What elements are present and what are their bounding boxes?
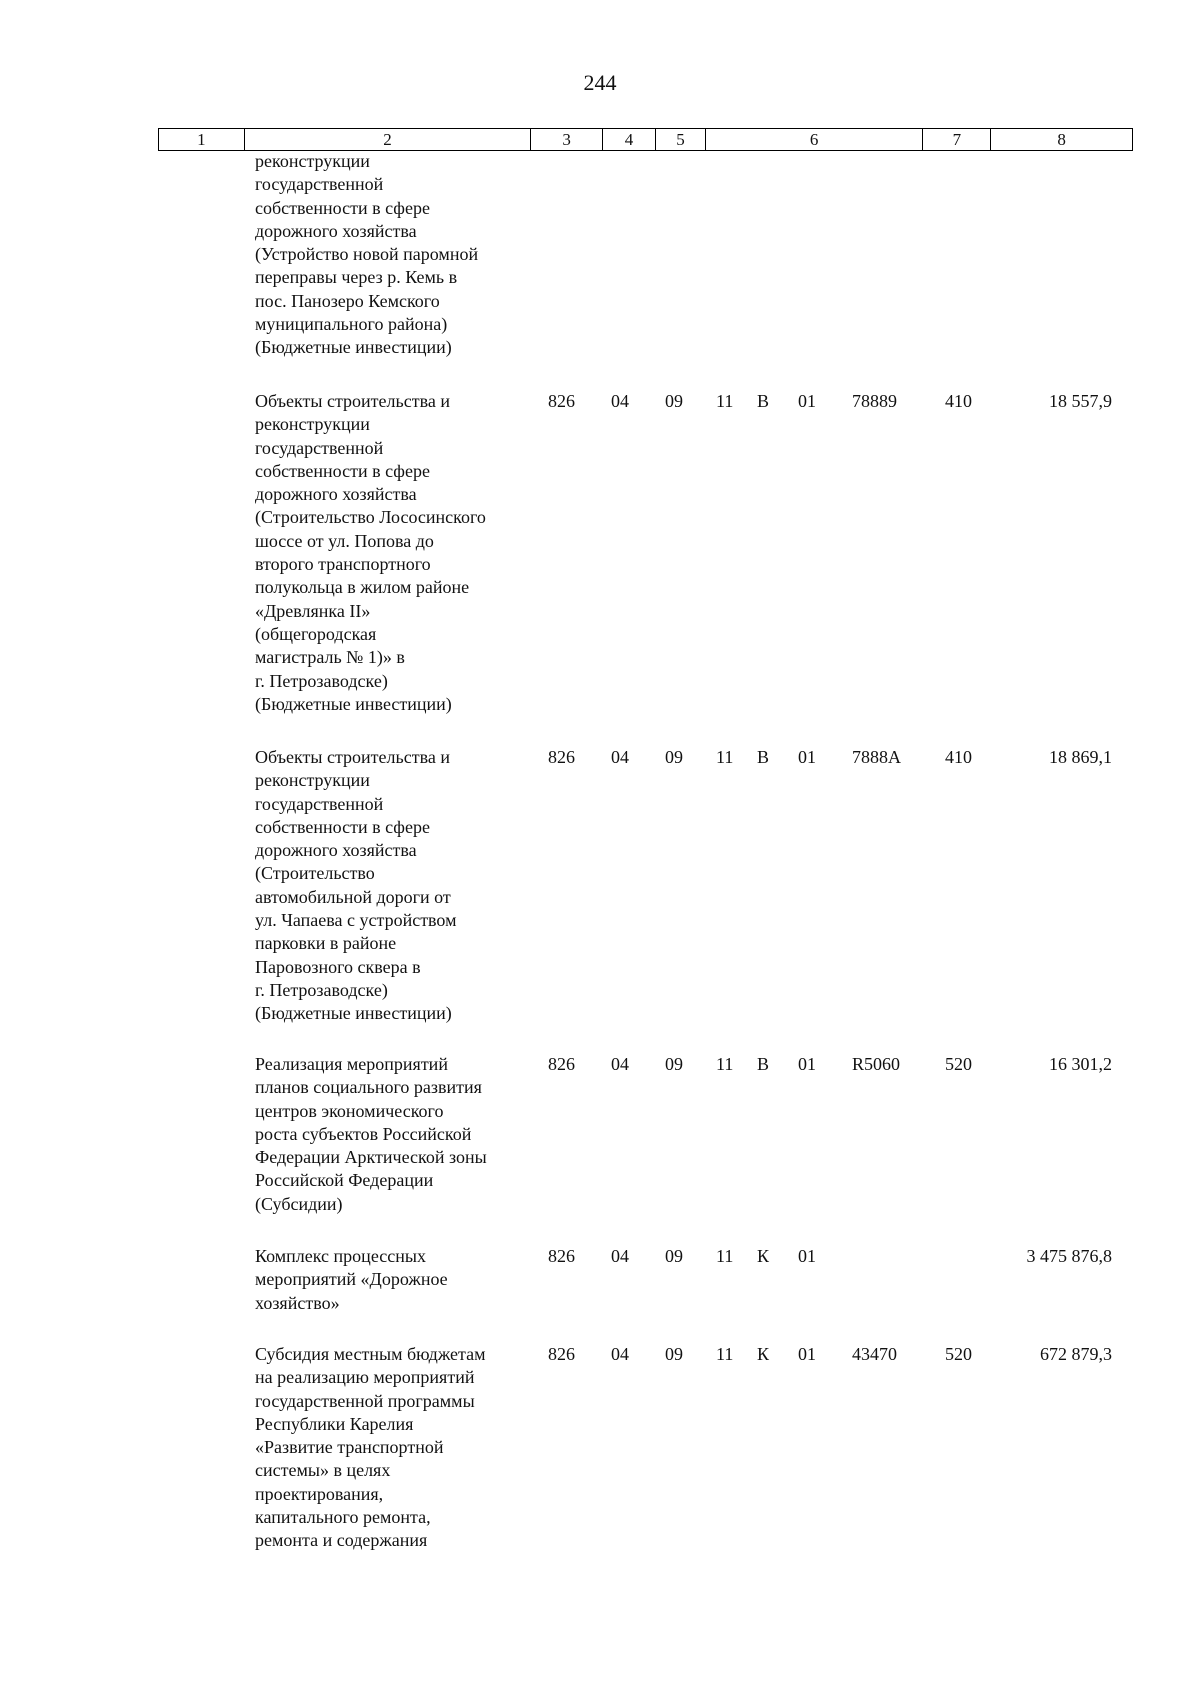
header-col-5: 5 [656,129,706,150]
row-description: Субсидия местным бюджетам на реализацию мероприятий государственной программы Республики Карелия «Развитие транспортной системы» в целях проектирования, капитального ремонта, ремонта и содержания [255,1344,486,1551]
section-code: 04 [611,1246,629,1266]
subprogram-code: К [757,1344,770,1364]
ministry-code: 826 [548,1344,575,1364]
header-col-7: 7 [923,129,991,150]
header-col-3: 3 [531,129,603,150]
table-row [0,1245,1200,1343]
subprogram-code: В [757,747,770,767]
page-number: 244 [583,70,617,95]
ministry-code: 826 [548,747,575,767]
subsection-code: 09 [665,747,683,767]
program-code: 11 [716,1344,734,1364]
expense-type-code: 520 [945,1344,972,1364]
table-header [158,128,1133,151]
header-col-4: 4 [603,129,656,150]
subsection-code: 09 [665,1246,683,1266]
row-description: Объекты строительства и реконструкции государственной собственности в сфере дорожного хозяйства (Строительство Лососинского шоссе от ул. Попова до второго транспортного полукольца в жилом районе «Древлянка II» (общегородская магистраль № 1)» в г. Петрозаводске) (Бюджетные инвестиции) [255,391,486,714]
table-row [0,746,1200,1053]
event-code: 01 [798,1344,816,1364]
row-description: Объекты строительства и реконструкции государственной собственности в сфере дорожного хозяйства (Строительство автомобильной дороги от ул. Чапаева с устройством парковки в районе Паровозного сквера в г. Петрозаводске) (Бюджетные инвестиции) [255,747,457,1024]
event-code: 01 [798,1246,816,1266]
subsection-code: 09 [665,1054,683,1074]
expense-type-code: 520 [945,1054,972,1074]
section-code: 04 [611,747,629,767]
direction-code: 78889 [852,391,897,411]
ministry-code: 826 [548,391,575,411]
table-row [0,1053,1200,1245]
amount: 3 475 876,8 [1026,1246,1112,1266]
row-description: Реализация мероприятий планов социального развития центров экономического роста субъектов Российской Федерации Арктической зоны Российской Федерации (Субсидии) [255,1054,487,1214]
event-code: 01 [798,391,816,411]
subprogram-code: В [757,1054,770,1074]
table-row [0,150,1200,390]
table-row [0,1343,1200,1583]
amount: 18 557,9 [1049,391,1112,411]
program-code: 11 [716,1054,734,1074]
ministry-code: 826 [548,1246,575,1266]
direction-code: R5060 [852,1054,901,1074]
header-col-6: 6 [706,129,924,150]
program-code: 11 [716,747,734,767]
expense-type-code: 410 [945,391,972,411]
section-code: 04 [611,391,629,411]
amount: 18 869,1 [1049,747,1112,767]
amount: 16 301,2 [1049,1054,1112,1074]
amount: 672 879,3 [1040,1344,1112,1364]
section-code: 04 [611,1054,629,1074]
subsection-code: 09 [665,391,683,411]
header-col-8: 8 [1057,130,1066,149]
ministry-code: 826 [548,1054,575,1074]
direction-code: 43470 [852,1344,897,1364]
table-row [0,390,1200,746]
header-col-2: 2 [245,129,531,150]
row-description: реконструкции государственной собственности в сфере дорожного хозяйства (Устройство новой паромной переправы через р. Кемь в пос. Панозеро Кемского муниципального района) (Бюджетные инвестиции) [255,151,479,358]
subprogram-code: В [757,391,770,411]
subsection-code: 09 [665,1344,683,1364]
program-code: 11 [716,1246,734,1266]
section-code: 04 [611,1344,629,1364]
row-description: Комплекс процессных мероприятий «Дорожное хозяйство» [255,1246,448,1313]
event-code: 01 [798,1054,816,1074]
subprogram-code: К [757,1246,770,1266]
table-body [0,150,1200,1583]
direction-code: 7888А [852,747,901,767]
header-col-1: 1 [159,129,245,150]
event-code: 01 [798,747,816,767]
program-code: 11 [716,391,734,411]
expense-type-code: 410 [945,747,972,767]
